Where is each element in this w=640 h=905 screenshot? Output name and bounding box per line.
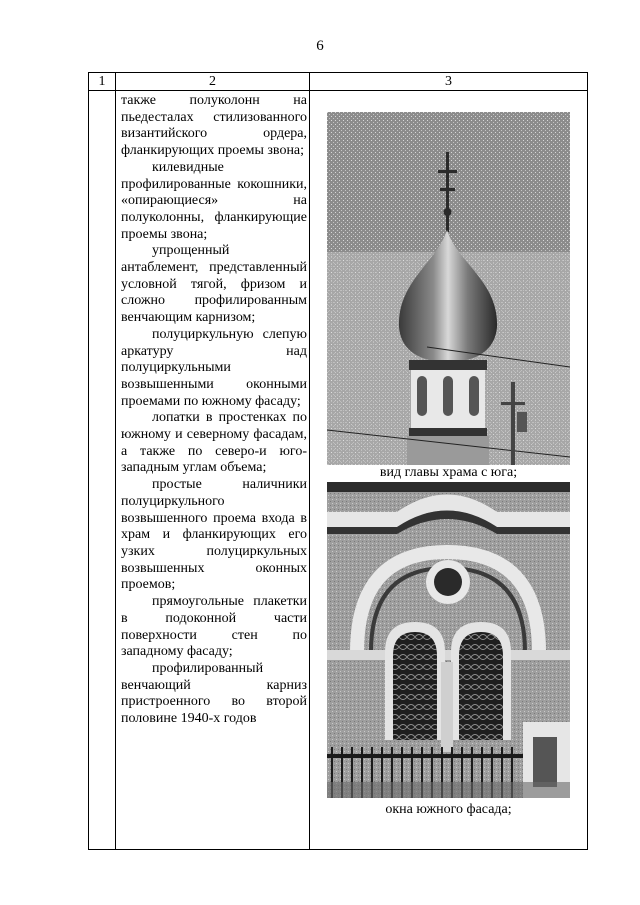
description-paragraph: полуциркульную слепую аркатуру над полуциркульными возвышенными оконными проемами по южному фасаду; — [121, 326, 307, 409]
photo-caption: вид главы храма с юга; — [379, 465, 518, 480]
church-dome-photo — [327, 112, 570, 465]
table-row — [89, 91, 588, 850]
description-paragraph: килевидные профилированные кокошники, «опирающиеся» на полуколонны, фланкирующие проемы звона; — [121, 159, 307, 242]
header-col-2: 2 — [116, 73, 310, 91]
header-col-3: 3 — [310, 73, 588, 91]
description-paragraph: простые наличники полуциркульного возвышенного проема входа в храм и фланкирующих его узких полуциркульных возвышенных оконных проемов; — [121, 477, 307, 593]
photo-caption: окна южного фасада; — [385, 802, 512, 817]
cell-description — [116, 91, 310, 850]
document-table — [88, 72, 588, 850]
description-paragraph: прямоугольные плакетки в подоконной части поверхности стен по западному фасаду; — [121, 594, 307, 660]
page-number: 6 — [316, 38, 324, 54]
south-facade-windows-photo — [327, 482, 570, 798]
description-paragraph: лопатки в простенках по южному и северному фасадам, а также по северо-и юго-западным углам объема; — [121, 410, 307, 476]
description-paragraph: профилированный венчающий карниз пристроенного во второй половине 1940-х годов — [121, 660, 307, 727]
header-col-1: 1 — [89, 73, 116, 91]
cell-photos — [310, 91, 588, 850]
table-header-row — [89, 73, 588, 91]
description-paragraph: упрощенный антаблемент, представленный условной тягой, фризом и сложно профилированным венчающим карнизом; — [121, 243, 307, 326]
cell-col-1 — [89, 91, 116, 850]
description-paragraph: также полуколонн на пьедесталах стилизованного византийского ордера, фланкирующих проемы звона; — [121, 93, 307, 159]
